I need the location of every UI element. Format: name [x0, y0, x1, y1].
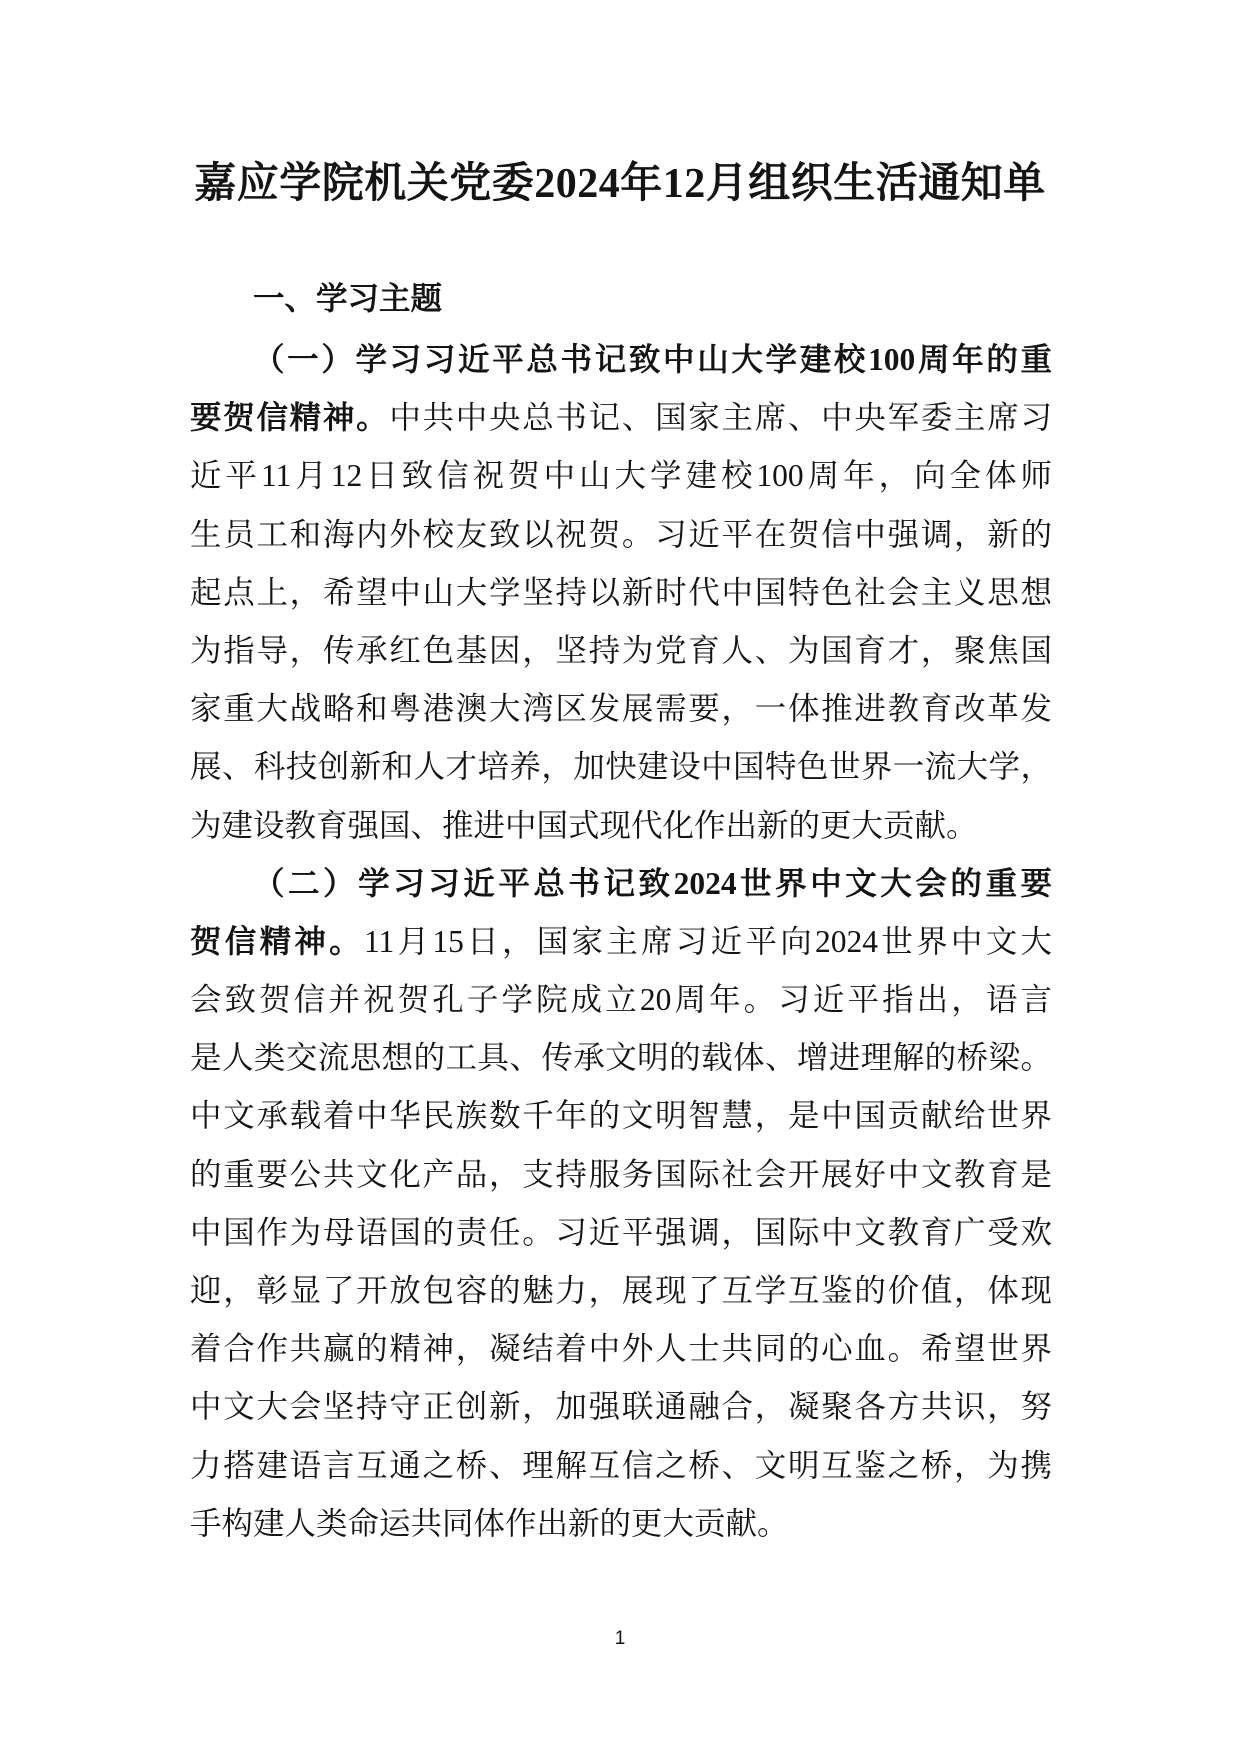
item1-line: 生员工和海内外校友致以祝贺。习近平在贺信中强调，新的 — [190, 516, 1052, 552]
item2-line: 力搭建语言互通之桥、理解互信之桥、文明互鉴之桥，为携 — [190, 1447, 1052, 1483]
item2-line: 的重要公共文化产品，支持服务国际社会开展好中文教育是 — [190, 1156, 1052, 1192]
page-number: 1 — [614, 1628, 626, 1649]
item1-line: 为建设教育强国、推进中国式现代化作出新的更大贡献。 — [190, 807, 978, 843]
item2-heading-line: （二）学习习近平总书记致2024世界中文大会的重要 — [253, 865, 1052, 901]
item2-line: 会致贺信并祝贺孔子学院成立20周年。习近平指出，语言 — [190, 982, 1052, 1018]
item1-line: 家重大战略和粤港澳大湾区发展需要，一体推进教育改革发 — [190, 691, 1052, 727]
item1-body-start: 中共中央总书记、国家主席、中央军委主席习 — [389, 400, 1052, 436]
item2-line: 迎，彰显了开放包容的魅力，展现了互学互鉴的价值，体现 — [190, 1273, 1052, 1308]
item2-line: 中文大会坚持守正创新，加强联通融合，凝聚各方共识，努 — [190, 1389, 1052, 1425]
item2-body-start: 11月15日，国家主席习近平向2024世界中文大 — [363, 923, 1052, 959]
item2-line: 手构建人类命运共同体作出新的更大贡献。 — [190, 1505, 789, 1541]
body-text — [190, 331, 1052, 1553]
item2-line: 中文承载着中华民族数千年的文明智慧，是中国贡献给世界 — [190, 1098, 1052, 1134]
item1-heading-tail: 要贺信精神。 — [190, 400, 390, 436]
item1-line: 近平11月12日致信祝贺中山大学建校100周年，向全体师 — [190, 458, 1052, 494]
item1-heading-line: （一）学习习近平总书记致中山大学建校100周年的重 — [253, 342, 1052, 377]
item1-line — [190, 389, 1052, 447]
item2-line: 中国作为母语国的责任。习近平强调，国际中文教育广受欢 — [190, 1214, 1052, 1250]
section-heading: 一、学习主题 — [253, 281, 443, 316]
item1-line: 起点上，希望中山大学坚持以新时代中国特色社会主义思想 — [190, 574, 1052, 610]
item2-line: 着合作共赢的精神，凝结着中外人士共同的心血。希望世界 — [190, 1331, 1052, 1367]
item1-line: 为指导，传承红色基因，坚持为党育人、为国育才，聚焦国 — [190, 632, 1052, 668]
item1-line: 展、科技创新和人才培养，加快建设中国特色世界一流大学， — [190, 749, 1052, 785]
document-title: 嘉应学院机关党委2024年12月组织生活通知单 — [194, 161, 1046, 207]
item2-line — [190, 913, 1052, 971]
item2-heading-tail: 贺信精神。 — [190, 923, 364, 959]
item2-line: 是人类交流思想的工具、传承文明的载体、增进理解的桥梁。 — [190, 1040, 1052, 1076]
